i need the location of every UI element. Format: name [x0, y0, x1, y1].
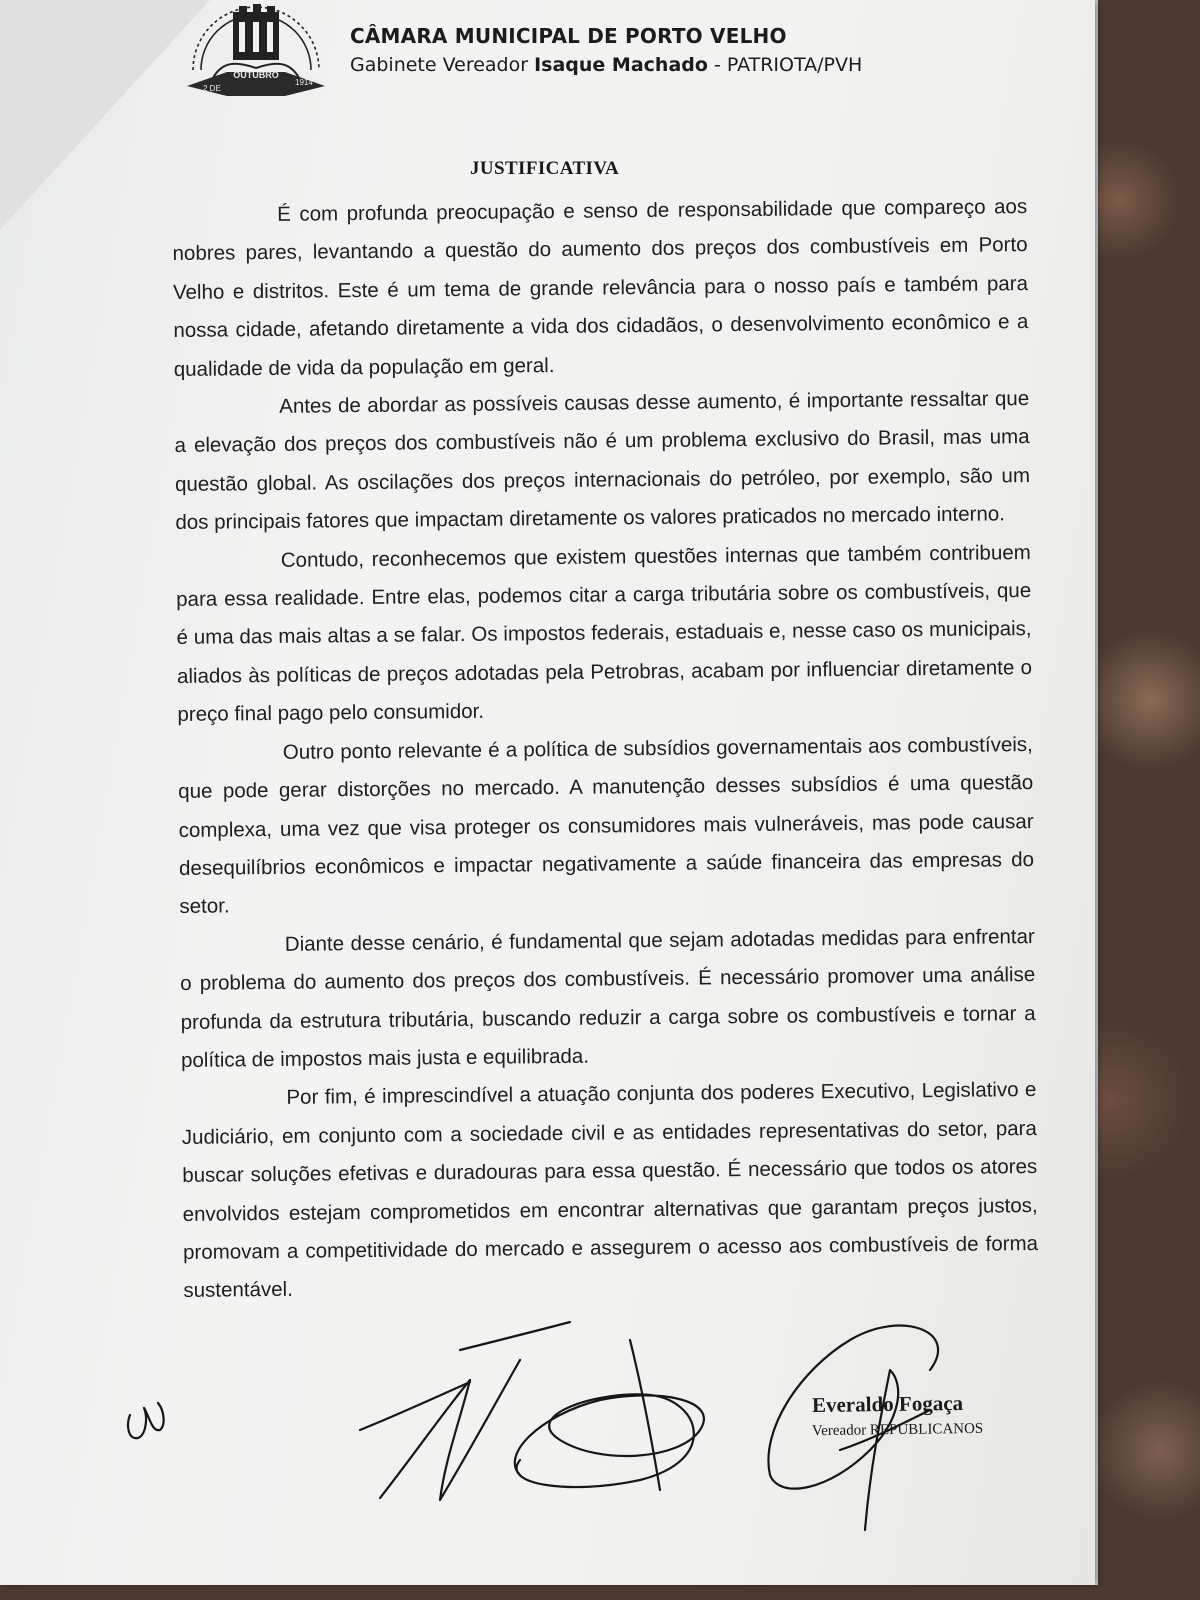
svg-text:2 DE: 2 DE — [203, 84, 221, 93]
signature-block — [0, 1300, 1095, 1585]
paragraph: Outro ponto relevante é a política de subsídios governamentais aos combustíveis, que pode gerar distorções no mercado. A manutenção desses subsídios é uma questão complexa, uma vez que visa proteger os consumidores mais vulneráveis, mas pode causar desequilíbrios econômicos e impactar negativamente a saúde financeira das empresas do setor. — [178, 732, 1035, 919]
signature-stroke-2 — [515, 1394, 704, 1487]
justification-body — [172, 188, 1039, 1311]
office-prefix: Gabinete Vereador — [350, 54, 535, 76]
folded-corner — [0, 0, 210, 230]
svg-text:OUTUBRO: OUTUBRO — [233, 70, 279, 80]
councilor-name: Isaque Machado — [534, 54, 708, 76]
svg-text:1914: 1914 — [295, 78, 313, 87]
document-heading: JUSTIFICATIVA — [470, 158, 620, 179]
paragraph: É com profunda preocupação e senso de responsabilidade que compareço aos nobres pares, levantando a questão do aumento dos preços dos combustíveis em Porto Velho e distritos. Este é um tema de grande relevância para o nosso país e também para nossa cidade, afetando diretamente a vida dos cidadãos, o desenvolvimento econômico e a qualidade de vida da população em geral. — [172, 195, 1029, 381]
paragraph: Antes de abordar as possíveis causas desse aumento, é importante ressaltar que a elevação dos preços dos combustíveis não é um problema exclusivo do Brasil, mas uma questão global. As oscilações dos preços internacionais do petróleo, por exemplo, são um dos principais fatores que impactam diretamente os valores praticados no mercado interno. — [174, 387, 1031, 535]
paragraph: Por fim, é imprescindível a atuação conjunta dos poderes Executivo, Legislativo e Judiciário, em conjunto com a sociedade civil e as entidades representativas do setor, para buscar soluções efetivas e duradouras para essa questão. É necessário que todos os atores envolvidos estejam comprometidos em encontrar alternativas que garantam preços justos, promovam a competitividade do mercado e assegurem o acesso aos combustíveis de forma sustentável. — [181, 1078, 1039, 1303]
signature-stroke-1 — [380, 1360, 520, 1500]
paragraph: Contudo, reconhecemos que existem questões internas que também contribuem para essa realidade. Entre elas, podemos citar a carga tributária sobre os combustíveis, que é uma das mais altas a se falar. Os impostos federais, estaduais e, nesse caso os municipais, aliados às políticas de preços adotadas pela Petrobras, acabam por influenciar diretamente o preço final pago pelo consumidor. — [176, 540, 1033, 727]
municipal-seal-logo — [183, 0, 329, 110]
signatory-name: Everaldo Fogaça — [811, 1390, 964, 1418]
signature-stroke-3 — [768, 1326, 938, 1530]
margin-initials — [128, 1403, 164, 1438]
institution-title: CÂMARA MUNICIPAL DE PORTO VELHO — [350, 24, 787, 48]
office-subtitle — [350, 54, 862, 76]
paragraph: Diante desse cenário, é fundamental que sejam adotadas medidas para enfrentar o problema do aumento dos preços dos combustíveis. É necessário promover uma análise profunda da estrutura tributária, buscando reduzir a carga sobre os combustíveis e tornar a política de impostos mais justa e equilibrada. — [180, 924, 1036, 1072]
party-label: - PATRIOTA/PVH — [707, 54, 863, 76]
handwritten-signatures — [0, 1300, 1095, 1585]
signatory-role: Vereador REPUBLICANOS — [811, 1420, 984, 1440]
